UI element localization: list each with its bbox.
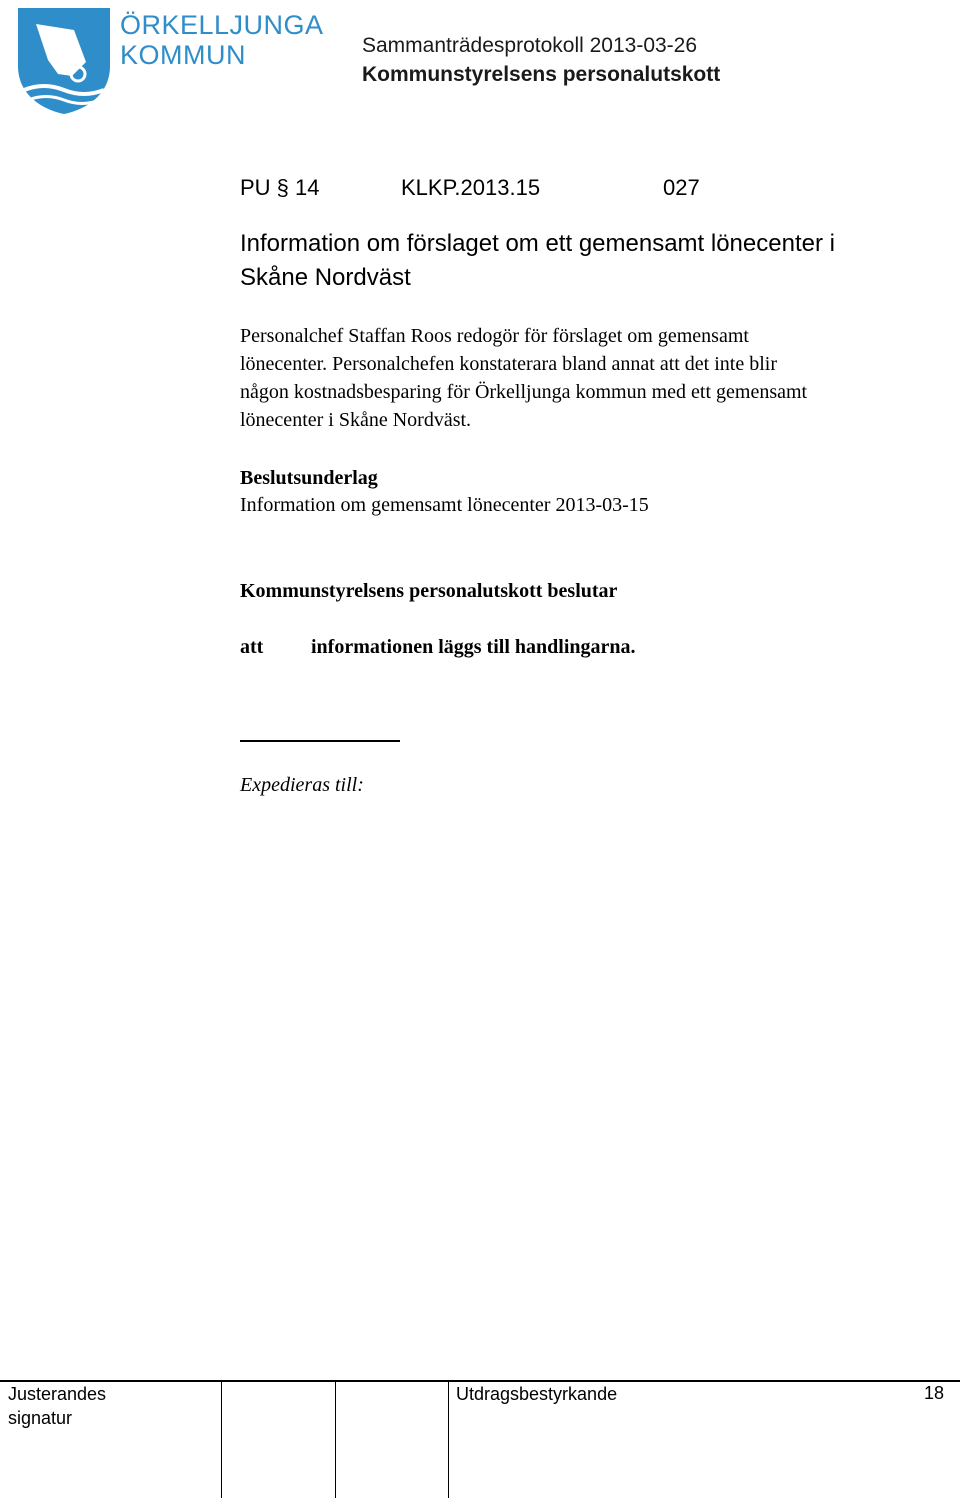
footer-divider bbox=[0, 1380, 960, 1382]
footer-signature-box-divider bbox=[335, 1381, 336, 1498]
body-text-line: någon kostnadsbesparing för Örkelljunga kommun med ett gemensamt bbox=[240, 381, 808, 403]
decision-heading: Kommunstyrelsens personalutskott beslutar bbox=[240, 580, 618, 602]
decision-att: att bbox=[240, 636, 264, 658]
page-number: 18 bbox=[924, 1383, 945, 1403]
footer-signatur-label: signatur bbox=[8, 1408, 73, 1428]
item-heading-line2: Skåne Nordväst bbox=[240, 264, 411, 291]
document-title: Sammanträdesprotokoll 2013-03-26 bbox=[362, 34, 698, 57]
body-text-line: lönecenter i Skåne Nordväst. bbox=[240, 409, 472, 431]
decision-text: informationen läggs till handlingarna. bbox=[311, 636, 636, 658]
paragraph-number: PU § 14 bbox=[240, 175, 320, 200]
item-number: 027 bbox=[663, 175, 700, 200]
body-text-line: Personalchef Staffan Roos redogör för förslaget om gemensamt bbox=[240, 325, 749, 347]
separator-line bbox=[240, 740, 400, 742]
footer-signature-box-divider bbox=[448, 1381, 449, 1498]
footer-signature-box-divider bbox=[221, 1381, 222, 1498]
dispatch-label: Expedieras till: bbox=[240, 774, 364, 796]
footer-utdragsbestyrkande-label: Utdragsbestyrkande bbox=[456, 1384, 618, 1404]
footer-justerandes-label: Justerandes bbox=[8, 1384, 107, 1404]
document-subtitle: Kommunstyrelsens personalutskott bbox=[362, 63, 721, 86]
org-name-line2: KOMMUN bbox=[120, 40, 246, 70]
decision-basis-heading: Beslutsunderlag bbox=[240, 467, 378, 489]
case-reference: KLKP.2013.15 bbox=[401, 175, 541, 200]
decision-basis-text: Information om gemensamt lönecenter 2013-03-15 bbox=[240, 494, 649, 516]
item-heading-line1: Information om förslaget om ett gemensamt lönecenter i bbox=[240, 230, 835, 257]
body-text-line: lönecenter. Personalchefen konstaterara bland annat att det inte blir bbox=[240, 353, 778, 375]
org-name-line1: ÖRKELLJUNGA bbox=[120, 10, 324, 40]
municipal-coat-of-arms-icon bbox=[14, 4, 114, 116]
